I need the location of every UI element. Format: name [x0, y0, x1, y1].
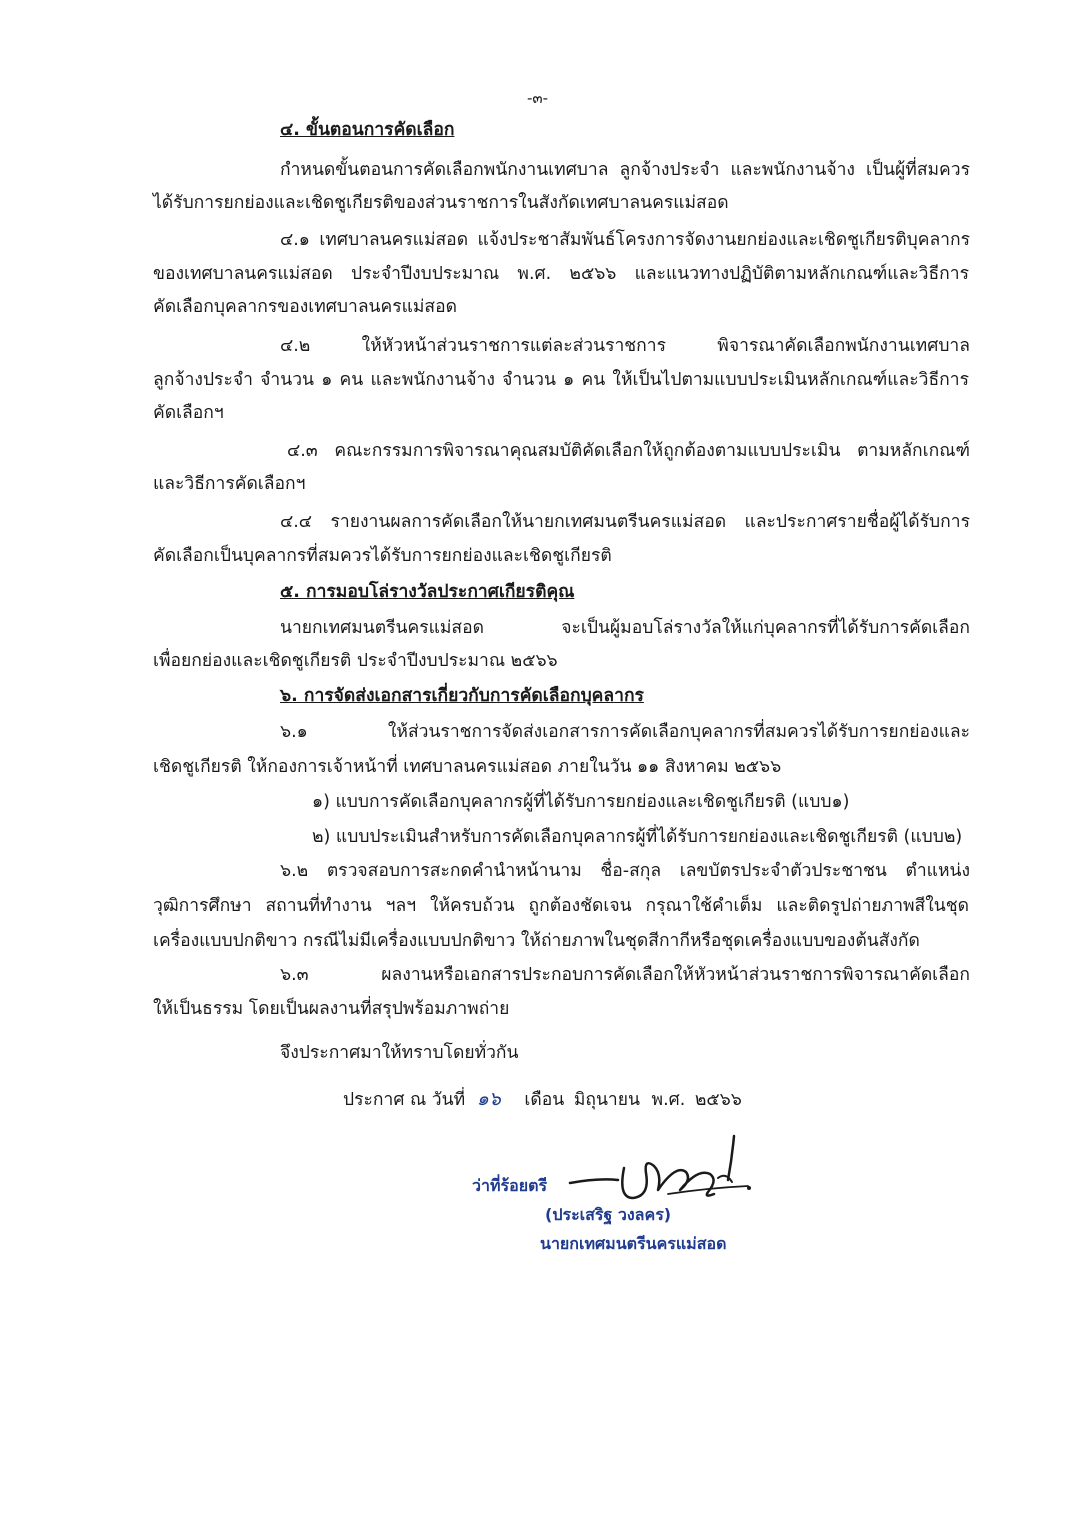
date-year-label: พ.ศ. — [651, 1090, 686, 1110]
paragraph-line: ๔.๑ เทศบาลนครแม่สอด แจ้งประชาสัมพันธ์โครงการจัดงานยกย่องและเชิดชูเกียรติบุคลากร — [280, 230, 970, 250]
paragraph-line: ให้เป็นธรรม โดยเป็นผลงานที่สรุปพร้อมภาพถ่าย — [153, 999, 510, 1019]
paragraph-line: ๖.๒ ตรวจสอบการสะกดคำนำหน้านาม ชื่อ-สกุล เลขบัตรประจำตัวประชาชน ตำแหน่ง — [280, 861, 970, 881]
closing-statement: จึงประกาศมาให้ทราบโดยทั่วกัน — [280, 1043, 519, 1063]
date-prefix: ประกาศ ณ วันที่ — [343, 1090, 466, 1110]
paragraph-line: ๔.๔ รายงานผลการคัดเลือกให้นายกเทศมนตรีนครแม่สอด และประกาศรายชื่อผู้ได้รับการ — [280, 512, 970, 532]
page-number: -๓- — [526, 89, 549, 107]
paragraph-line: เพื่อยกย่องและเชิดชูเกียรติ ประจำปีงบประมาณ ๒๕๖๖ — [153, 651, 558, 671]
paragraph-line: คัดเลือกบุคลากรของเทศบาลนครแม่สอด — [153, 297, 457, 317]
paragraph-line: ของเทศบาลนครแม่สอด ประจำปีงบประมาณ พ.ศ. ๒๕๖๖ และแนวทางปฏิบัติตามหลักเกณฑ์และวิธีการ — [153, 264, 969, 284]
date-year: ๒๕๖๖ — [694, 1090, 742, 1110]
announcement-date — [343, 1087, 742, 1112]
paragraph-line: เครื่องแบบปกติขาว กรณีไม่มีเครื่องแบบปกติขาว ให้ถ่ายภาพในชุดสีกากีหรือชุดเครื่องแบบของต้นสังกัด — [153, 931, 920, 951]
list-item: ๒) แบบประเมินสำหรับการคัดเลือกบุคลากรผู้ที่ได้รับการยกย่องและเชิดชูเกียรติ (แบบ๒) — [312, 827, 963, 847]
paragraph-line: ลูกจ้างประจำ จำนวน ๑ คน และพนักงานจ้าง จำนวน ๑ คน ให้เป็นไปตามแบบประเมินหลักเกณฑ์และวิธีการ — [153, 370, 969, 390]
signer-rank: ว่าที่ร้อยตรี — [472, 1176, 548, 1195]
paragraph-line: ได้รับการยกย่องและเชิดชูเกียรติของส่วนราชการในสังกัดเทศบาลนครแม่สอด — [153, 193, 729, 213]
paragraph-line: ๖.๑ ให้ส่วนราชการจัดส่งเอกสารการคัดเลือกบุคลากรที่สมควรได้รับการยกย่องและ — [280, 722, 970, 742]
paragraph-line: ๔.๓ คณะกรรมการพิจารณาคุณสมบัติคัดเลือกให้ถูกต้องตามแบบประเมิน ตามหลักเกณฑ์ — [287, 441, 970, 461]
paragraph-line: คัดเลือกฯ — [153, 403, 224, 423]
section-5-heading: ๕. การมอบโล่รางวัลประกาศเกียรติคุณ — [280, 582, 575, 602]
date-day: ๑๖ — [476, 1088, 501, 1110]
paragraph-line: กำหนดขั้นตอนการคัดเลือกพนักงานเทศบาล ลูกจ้างประจำ และพนักงานจ้าง เป็นผู้ที่สมควร — [280, 160, 970, 180]
signer-position: นายกเทศมนตรีนครแม่สอด — [540, 1234, 727, 1253]
date-month: มิถุนายน — [573, 1090, 640, 1110]
date-month-label: เดือน — [524, 1090, 565, 1110]
paragraph-line: เชิดชูเกียรติ ให้กองการเจ้าหน้าที่ เทศบาลนครแม่สอด ภายในวัน ๑๑ สิงหาคม ๒๕๖๖ — [153, 757, 782, 777]
signer-name: (ประเสริฐ วงลคร) — [545, 1205, 672, 1224]
paragraph-line: นายกเทศมนตรีนครแม่สอด จะเป็นผู้มอบโล่รางวัลให้แก่บุคลากรที่ได้รับการคัดเลือก — [280, 618, 970, 638]
paragraph-line: ๔.๒ ให้หัวหน้าส่วนราชการแต่ละส่วนราชการ พิจารณาคัดเลือกพนักงานเทศบาล — [280, 336, 970, 356]
paragraph-line: วุฒิการศึกษา สถานที่ทำงาน ฯลฯ ให้ครบถ้วน ถูกต้องชัดเจน กรุณาใช้คำเต็ม และติดรูปถ่ายภาพสีในชุด — [153, 896, 969, 916]
list-item: ๑) แบบการคัดเลือกบุคลากรผู้ที่ได้รับการยกย่องและเชิดชูเกียรติ (แบบ๑) — [312, 792, 850, 812]
section-4-heading: ๔. ขั้นตอนการคัดเลือก — [280, 120, 455, 140]
section-6-heading: ๖. การจัดส่งเอกสารเกี่ยวกับการคัดเลือกบุคลากร — [280, 686, 644, 706]
paragraph-line: และวิธีการคัดเลือกฯ — [153, 474, 306, 494]
paragraph-line: คัดเลือกเป็นบุคลากรที่สมควรได้รับการยกย่องและเชิดชูเกียรติ — [153, 546, 612, 566]
paragraph-line: ๖.๓ ผลงานหรือเอกสารประกอบการคัดเลือกให้หัวหน้าส่วนราชการพิจารณาคัดเลือก — [280, 965, 970, 985]
